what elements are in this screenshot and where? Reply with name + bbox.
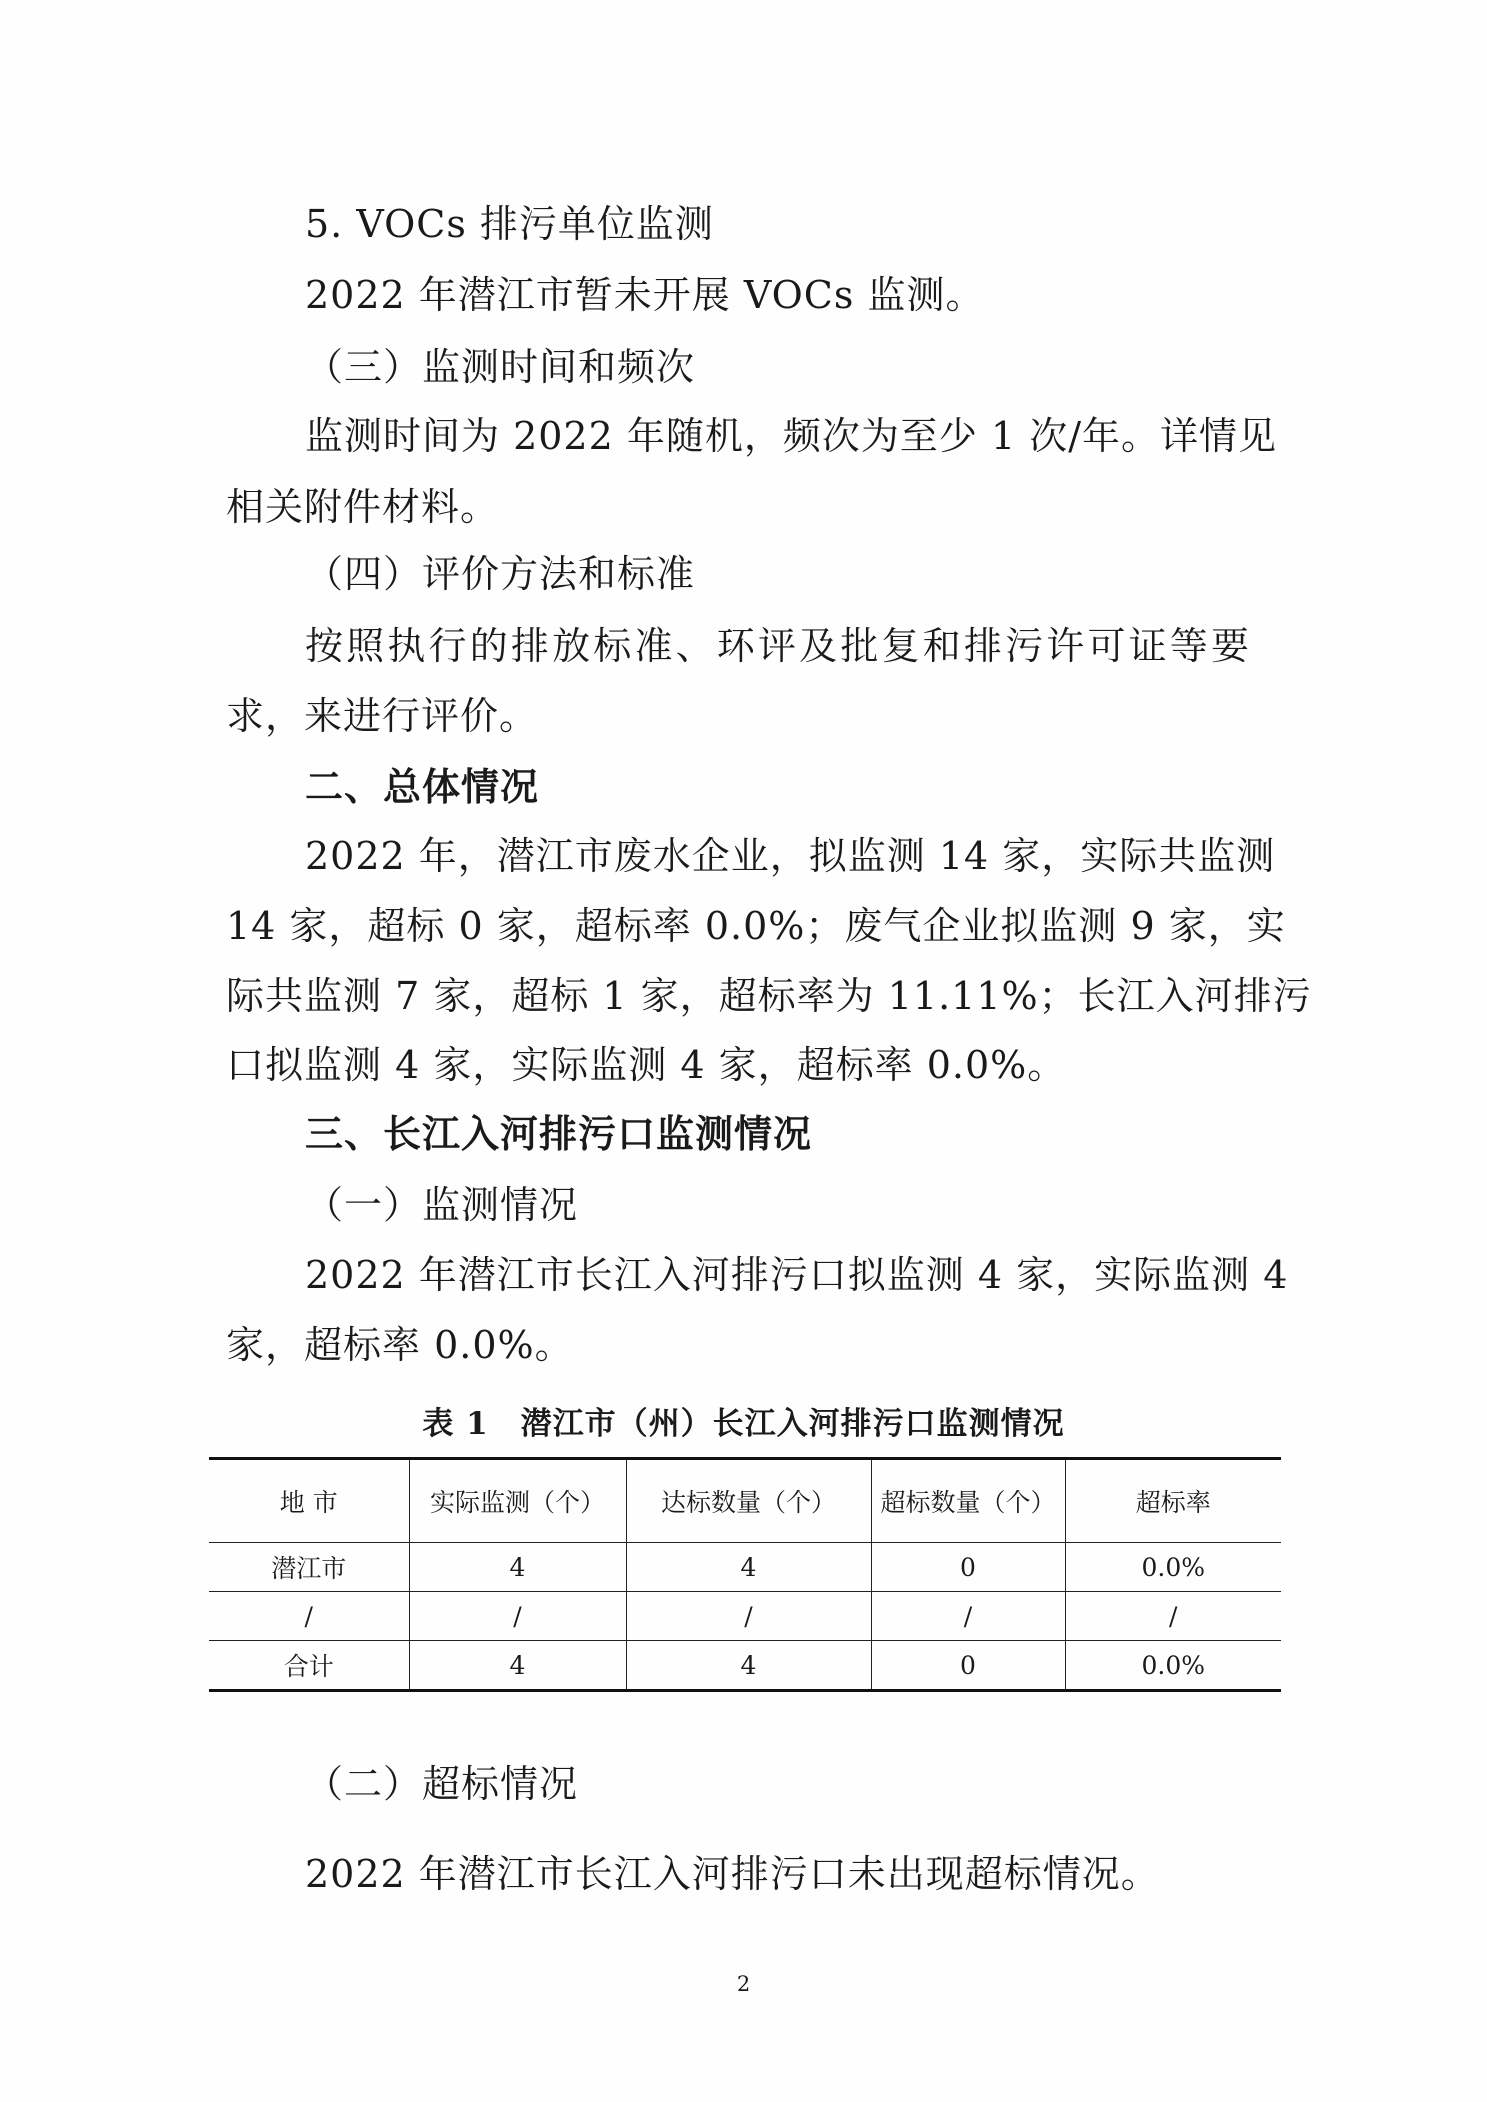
header-actual-monitored: 实际监测（个） <box>409 1459 626 1543</box>
cell-compliant: 4 <box>626 1641 871 1691</box>
cell-compliant: / <box>626 1592 871 1641</box>
cell-actual: 4 <box>409 1543 626 1592</box>
section-heading-outfall: 三、长江入河排污口监测情况 <box>305 1111 813 1156</box>
paragraph-time-line1: 监测时间为 2022 年随机，频次为至少 1 次/年。详情见 <box>305 414 1278 458</box>
paragraph-exceedance: 2022 年潜江市长江入河排污口未出现超标情况。 <box>305 1852 1160 1896</box>
subheading-monitoring: （一）监测情况 <box>305 1183 579 1227</box>
cell-actual: / <box>409 1592 626 1641</box>
section-heading-vocs: 5. VOCs 排污单位监测 <box>305 202 714 246</box>
paragraph-evaluation-line1: 按照执行的排放标准、环评及批复和排污许可证等要 <box>305 624 1250 668</box>
section-heading-overall: 二、总体情况 <box>305 764 540 809</box>
header-exceed-count: 超标数量（个） <box>871 1459 1065 1543</box>
cell-actual: 4 <box>409 1641 626 1691</box>
paragraph-vocs: 2022 年潜江市暂未开展 VOCs 监测。 <box>305 273 985 317</box>
page-number: 2 <box>736 1972 751 1996</box>
header-exceed-rate: 超标率 <box>1065 1459 1281 1543</box>
cell-city: 潜江市 <box>209 1543 409 1592</box>
cell-rate: 0.0% <box>1065 1543 1281 1592</box>
cell-city: / <box>209 1592 409 1641</box>
cell-city: 合计 <box>209 1641 409 1691</box>
table-row-total <box>209 1641 1281 1691</box>
subheading-time-frequency: （三）监测时间和频次 <box>305 345 696 389</box>
paragraph-overall-line2: 14 家，超标 0 家，超标率 0.0%；废气企业拟监测 9 家，实 <box>226 904 1286 948</box>
cell-exceed: 0 <box>871 1543 1065 1592</box>
cell-rate: / <box>1065 1592 1281 1641</box>
paragraph-time-line2: 相关附件材料。 <box>226 485 500 529</box>
paragraph-overall-line1: 2022 年，潜江市废水企业，拟监测 14 家，实际共监测 <box>305 834 1276 878</box>
outfall-monitoring-table <box>209 1457 1281 1692</box>
paragraph-evaluation-line2: 求，来进行评价。 <box>226 694 539 738</box>
subheading-evaluation: （四）评价方法和标准 <box>305 552 696 596</box>
table-header-row <box>209 1459 1281 1543</box>
cell-exceed: 0 <box>871 1641 1065 1691</box>
subheading-exceedance: （二）超标情况 <box>305 1762 579 1806</box>
paragraph-overall-line3: 际共监测 7 家，超标 1 家，超标率为 11.11%；长江入河排污 <box>226 974 1312 1018</box>
table-row <box>209 1592 1281 1641</box>
table-caption: 表 1 潜江市（州）长江入河排污口监测情况 <box>422 1406 1065 1442</box>
paragraph-monitoring-line1: 2022 年潜江市长江入河排污口拟监测 4 家，实际监测 4 <box>305 1253 1289 1297</box>
header-city: 地 市 <box>209 1459 409 1543</box>
paragraph-monitoring-line2: 家，超标率 0.0%。 <box>226 1323 574 1367</box>
cell-rate: 0.0% <box>1065 1641 1281 1691</box>
paragraph-overall-line4: 口拟监测 4 家，实际监测 4 家，超标率 0.0%。 <box>226 1043 1067 1087</box>
cell-compliant: 4 <box>626 1543 871 1592</box>
header-compliant-count: 达标数量（个） <box>626 1459 871 1543</box>
table-row <box>209 1543 1281 1592</box>
cell-exceed: / <box>871 1592 1065 1641</box>
